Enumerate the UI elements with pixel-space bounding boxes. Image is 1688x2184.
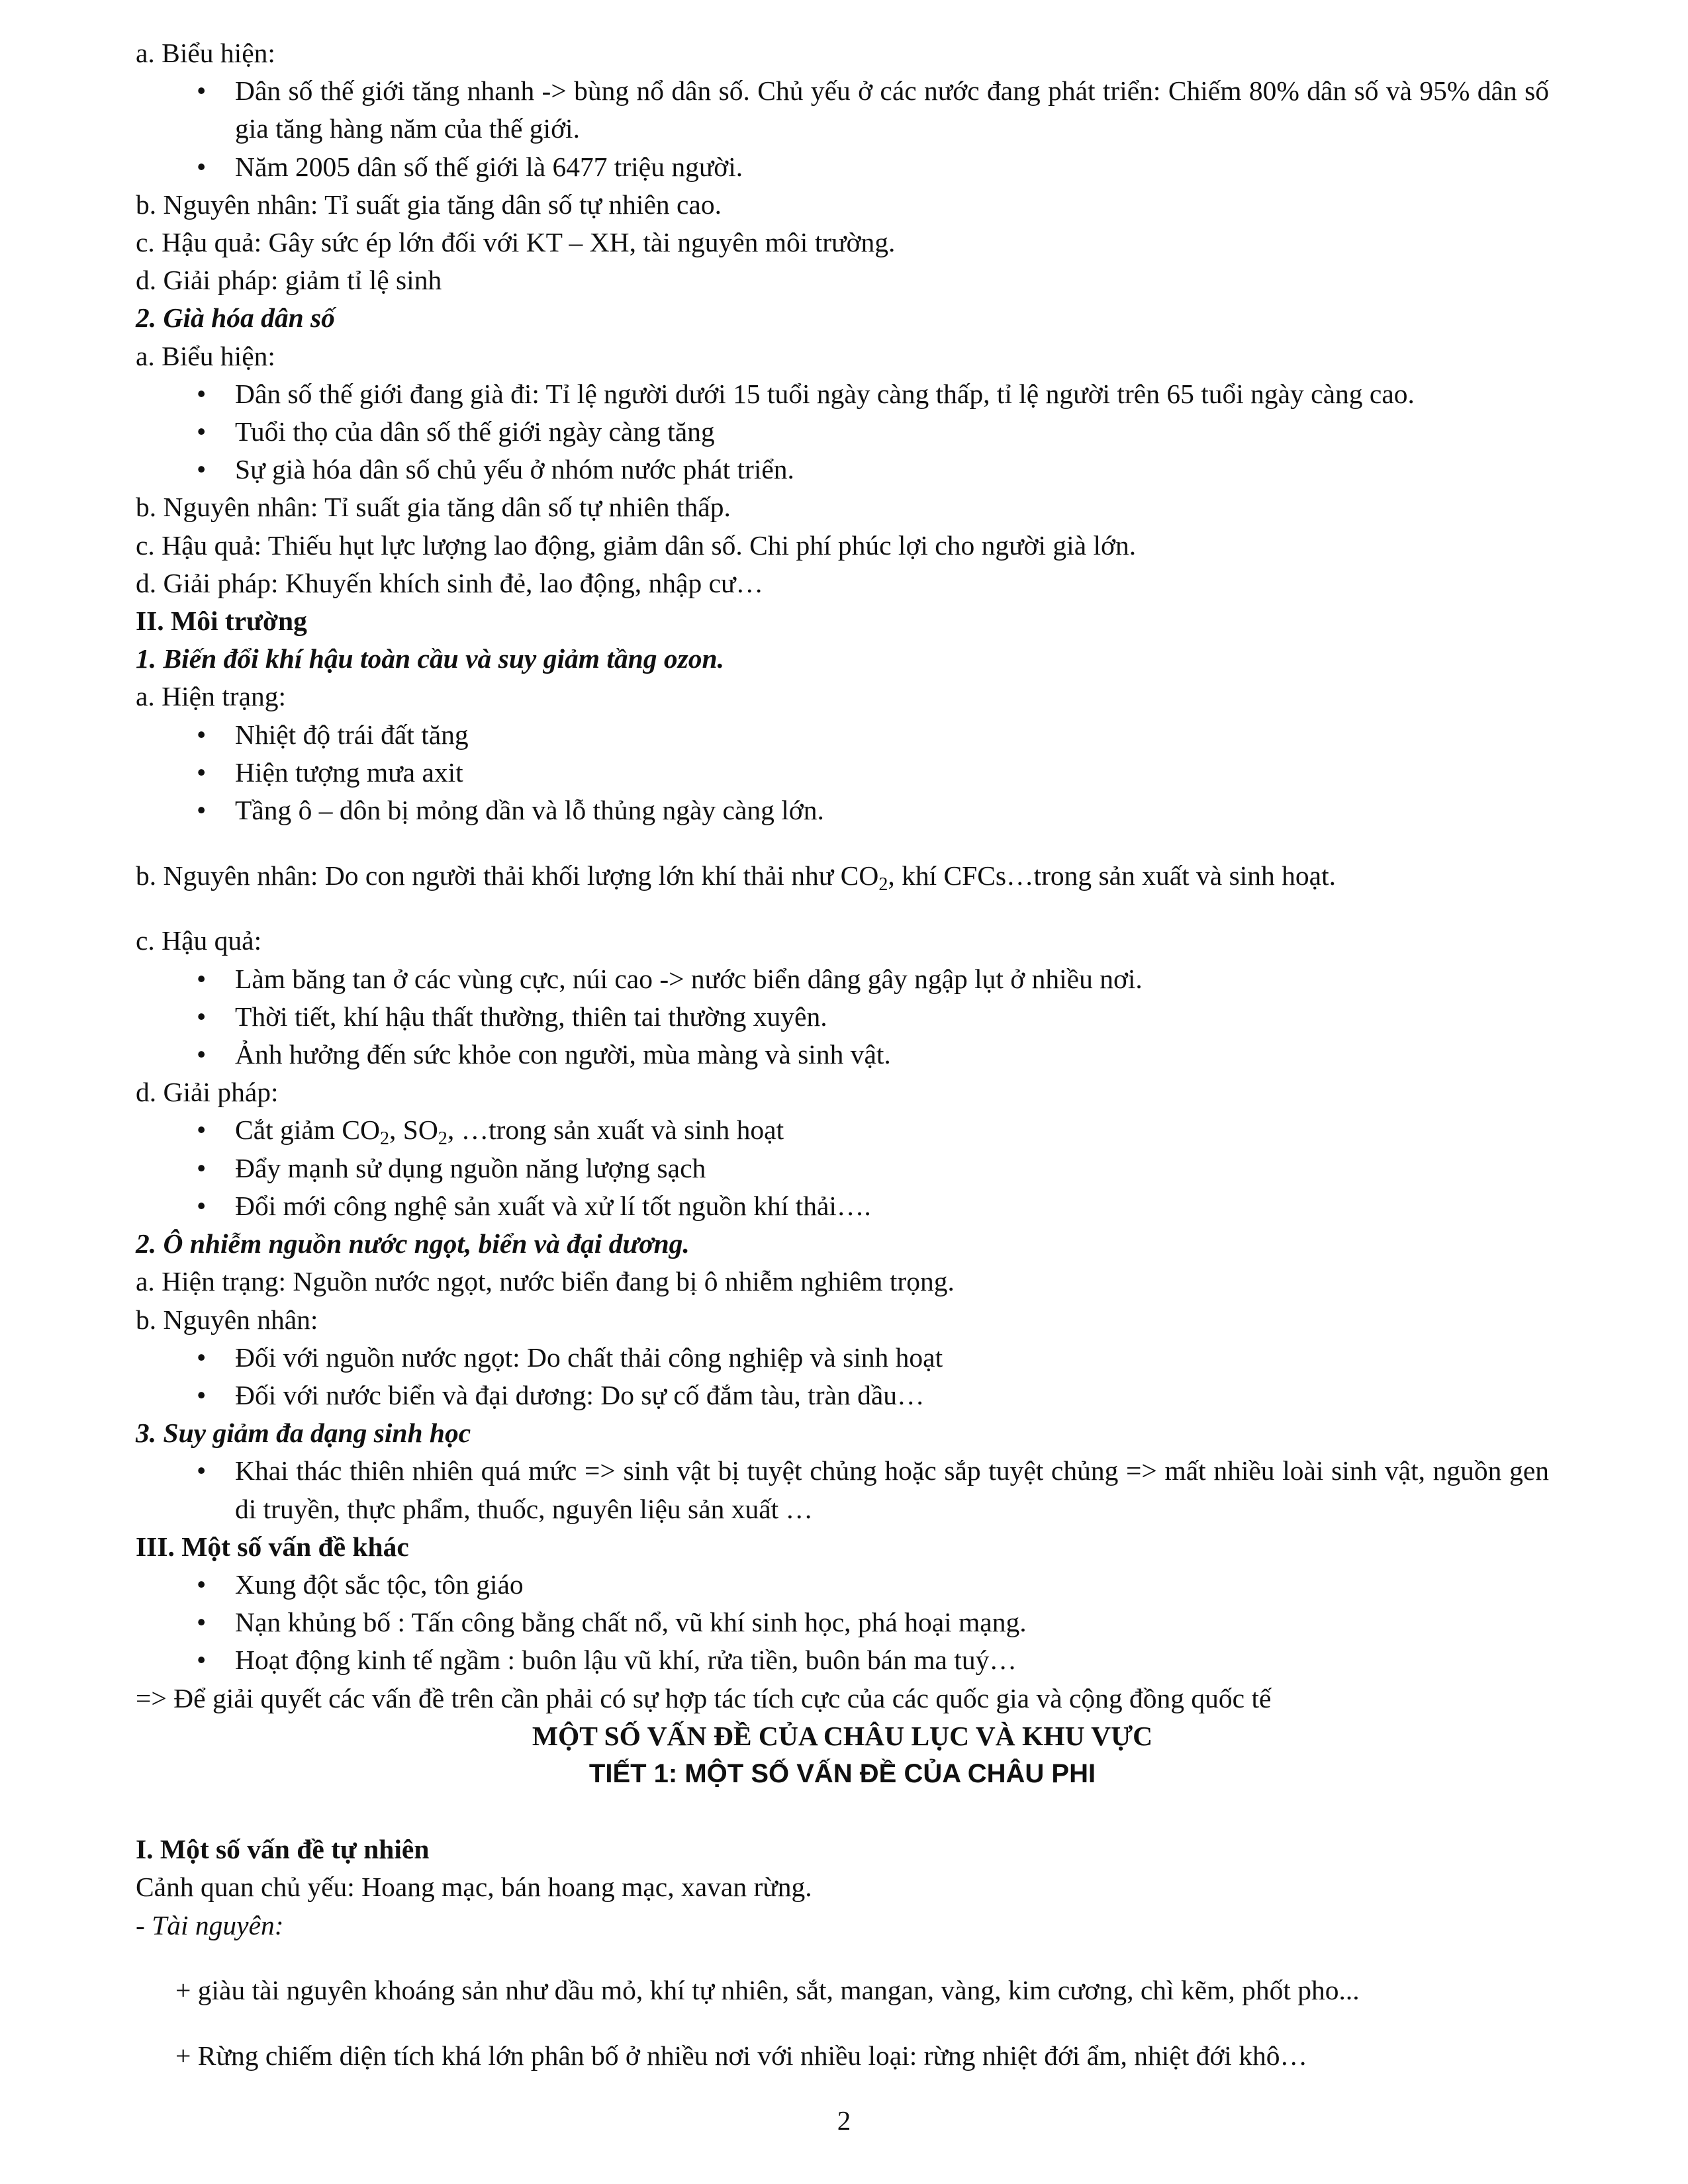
other-conclusion: => Để giải quyết các vấn đề trên cần phải có sự hợp tác tích cực của các quốc gia và cộng đồng quốc tế bbox=[136, 1682, 1272, 1713]
list-item: • Sự già hóa dân số chủ yếu ở nhóm nước phát triển. bbox=[235, 451, 1549, 488]
env-sub2-b-list bbox=[136, 1339, 1549, 1414]
cause-text: b. Nguyên nhân: Do con người thải khối lượng lớn khí thải như CO bbox=[136, 860, 879, 891]
list-item: • Năm 2005 dân số thế giới là 6477 triệu người. bbox=[235, 148, 1549, 186]
subscript: 2 bbox=[380, 1128, 390, 1150]
list-item: • Làm băng tan ở các vùng cực, núi cao -> nước biển dâng gây ngập lụt ở nhiều nơi. bbox=[235, 960, 1549, 998]
s1-cause: b. Nguyên nhân: Tỉ suất gia tăng dân số tự nhiên cao. bbox=[136, 189, 722, 220]
env-sub2-b-label: b. Nguyên nhân: bbox=[136, 1304, 318, 1335]
env-sub1-cause bbox=[136, 857, 1549, 895]
s2-solution: d. Giải pháp: Khuyến khích sinh đẻ, lao động, nhập cư… bbox=[136, 567, 763, 598]
env-sub1-a-label: a. Hiện trạng: bbox=[136, 681, 287, 712]
africa-landscape: Cảnh quan chủ yếu: Hoang mạc, bán hoang mạc, xavan rừng. bbox=[136, 1872, 812, 1903]
env-sub3-heading: 3. Suy giảm đa dạng sinh học bbox=[136, 1418, 471, 1449]
env-sub1-d-label: d. Giải pháp: bbox=[136, 1077, 279, 1108]
cause-text-end: , khí CFCs…trong sản xuất và sinh hoạt. bbox=[888, 860, 1336, 891]
s1-a-label: a. Biểu hiện: bbox=[136, 38, 275, 68]
item-text: , …trong sản xuất và sinh hoạt bbox=[447, 1115, 784, 1146]
list-item: • Đối với nước biển và đại dương: Do sự cố đắm tàu, tràn dầu… bbox=[235, 1377, 1549, 1414]
other-heading: III. Một số vấn đề khác bbox=[136, 1531, 409, 1562]
list-item: • Ảnh hưởng đến sức khỏe con người, mùa màng và sinh vật. bbox=[235, 1036, 1549, 1073]
s2-consequence: c. Hậu quả: Thiếu hụt lực lượng lao động, giảm dân số. Chi phí phúc lợi cho người già lớn. bbox=[136, 529, 1137, 561]
list-item: • Nhiệt độ trái đất tăng bbox=[235, 716, 1549, 754]
env-sub1-d-list bbox=[136, 1111, 1549, 1225]
list-item: • Dân số thế giới đang già đi: Tỉ lệ người dưới 15 tuổi ngày càng thấp, tỉ lệ người trên 65 tuổi ngày càng cao. bbox=[235, 375, 1549, 413]
chapter-title: MỘT SỐ VẤN ĐỀ CỦA CHÂU LỤC VÀ KHU VỰC bbox=[532, 1720, 1153, 1751]
env-sub3-list bbox=[136, 1452, 1549, 1527]
list-item: • Khai thác thiên nhiên quá mức => sinh vật bị tuyệt chủng hoặc sắp tuyệt chủng => mất nhiều loài sinh vật, nguồn gen di truyền, thực phẩm, thuốc, nguyên liệu sản xuất … bbox=[235, 1452, 1549, 1527]
africa-heading: I. Một số vấn đề tự nhiên bbox=[136, 1834, 430, 1865]
africa-resource-forest: + Rừng chiếm diện tích khá lớn phân bố ở nhiều nơi với nhiều loại: rừng nhiệt đới ẩm, nhiệt đới khô… bbox=[175, 2040, 1307, 2071]
list-item: • Xung đột sắc tộc, tôn giáo bbox=[235, 1566, 1549, 1604]
env-sub2-heading: 2. Ô nhiễm nguồn nước ngọt, biển và đại dương. bbox=[136, 1228, 690, 1259]
env-heading: II. Môi trường bbox=[136, 606, 307, 637]
s2-cause: b. Nguyên nhân: Tỉ suất gia tăng dân số tự nhiên thấp. bbox=[136, 492, 731, 523]
list-item: • Tuổi thọ của dân số thế giới ngày càng tăng bbox=[235, 413, 1549, 451]
env-sub1-a-list bbox=[136, 716, 1549, 830]
s2-heading: 2. Già hóa dân số bbox=[136, 302, 335, 334]
list-item: • Hoạt động kinh tế ngầm : buôn lậu vũ khí, rửa tiền, buôn bán ma tuý… bbox=[235, 1641, 1549, 1679]
list-item: • Tầng ô – dôn bị mỏng dần và lỗ thủng ngày càng lớn. bbox=[235, 792, 1549, 829]
africa-resources-label: - Tài nguyên: bbox=[136, 1909, 284, 1940]
list-item: • Dân số thế giới tăng nhanh -> bùng nổ dân số. Chủ yếu ở các nước đang phát triển: Chiếm 80% dân số và 95% dân số gia tăng hàng năm của thế giới. bbox=[235, 72, 1549, 148]
env-sub1-heading: 1. Biến đổi khí hậu toàn cầu và suy giảm tầng ozon. bbox=[136, 643, 724, 674]
list-item bbox=[235, 1111, 1549, 1149]
s2-a-label: a. Biểu hiện: bbox=[136, 340, 275, 371]
list-item: • Đối với nguồn nước ngọt: Do chất thải công nghiệp và sinh hoạt bbox=[235, 1339, 1549, 1377]
document-page bbox=[136, 34, 1549, 2075]
s1-solution: d. Giải pháp: giảm tỉ lệ sinh bbox=[136, 265, 442, 296]
list-item: • Hiện tượng mưa axit bbox=[235, 754, 1549, 792]
africa-resource-minerals: + giàu tài nguyên khoáng sản như dầu mỏ, khí tự nhiên, sắt, mangan, vàng, kim cương, chì kẽm, phốt pho... bbox=[175, 1975, 1360, 2006]
env-sub1-c-list bbox=[136, 960, 1549, 1074]
list-item: • Nạn khủng bố : Tấn công bằng chất nổ, vũ khí sinh học, phá hoại mạng. bbox=[235, 1604, 1549, 1641]
subscript: 2 bbox=[878, 874, 888, 895]
s1-consequence: c. Hậu quả: Gây sức ép lớn đối với KT – XH, tài nguyên môi trường. bbox=[136, 227, 896, 258]
s1-a-list bbox=[136, 72, 1549, 186]
list-item: • Đẩy mạnh sử dụng nguồn năng lượng sạch bbox=[235, 1150, 1549, 1187]
s2-a-list bbox=[136, 375, 1549, 489]
list-item: • Thời tiết, khí hậu thất thường, thiên tai thường xuyên. bbox=[235, 998, 1549, 1036]
other-list bbox=[136, 1566, 1549, 1680]
env-sub1-c-label: c. Hậu quả: bbox=[136, 925, 262, 956]
subscript: 2 bbox=[438, 1128, 447, 1150]
item-text: , SO bbox=[389, 1115, 438, 1146]
list-item: • Đổi mới công nghệ sản xuất và xử lí tốt nguồn khí thải…. bbox=[235, 1187, 1549, 1225]
env-sub2-status: a. Hiện trạng: Nguồn nước ngọt, nước biển đang bị ô nhiễm nghiêm trọng. bbox=[136, 1266, 955, 1297]
item-text: Cắt giảm CO bbox=[235, 1115, 381, 1146]
lesson-title: TIẾT 1: MỘT SỐ VẤN ĐỀ CỦA CHÂU PHI bbox=[588, 1758, 1096, 1788]
page-number: 2 bbox=[837, 2105, 851, 2136]
spacer bbox=[136, 1793, 1549, 1831]
